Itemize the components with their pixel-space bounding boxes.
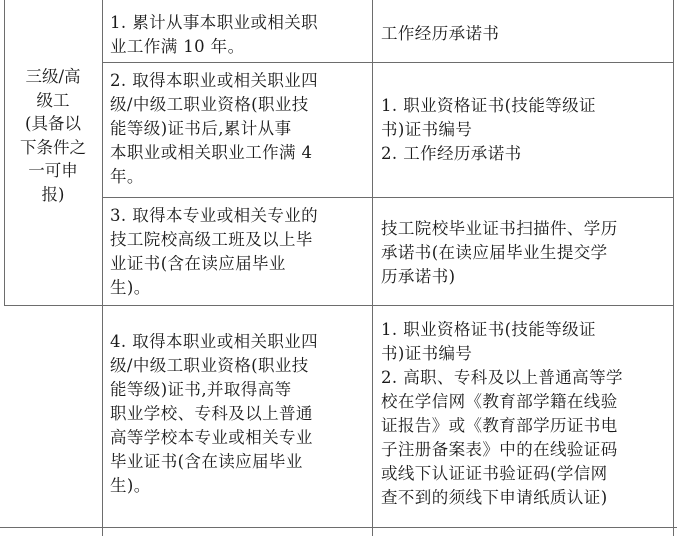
materials-cell: 技工院校毕业证书扫描件、学历 承诺书(在读应届毕业生提交学 历承诺书) [381, 219, 618, 286]
column-divider-category [102, 0, 103, 536]
condition-cell: 2. 取得本职业或相关职业四 级/中级工职业资格(职业技 能等级)证书后,累计从事 本职业或相关职业工作满 4 年。 [110, 71, 319, 186]
category-cell: 三级/高 级工 (具备以 下条件之 一可申 报) [20, 67, 86, 204]
condition-cell: 4. 取得本职业或相关职业四 级/中级工职业资格(职业技 能等级)证书,并取得高等 职业学校、专科及以上普通 高等学校本专业或相关专业 毕业证书(含在读应届毕业 生)。 [110, 332, 319, 495]
table-border-right [673, 0, 674, 536]
row-divider-2 [102, 197, 673, 198]
condition-cell: 1. 累计从事本职业或相关职 业工作满 10 年。 [110, 13, 319, 56]
row-divider-3 [4, 305, 673, 306]
materials-cell: 工作经历承诺书 [381, 24, 500, 43]
materials-cell: 1. 职业资格证书(技能等级证 书)证书编号 2. 工作经历承诺书 [381, 96, 596, 163]
row-divider-4 [0, 527, 677, 528]
row-divider-1 [102, 62, 673, 63]
condition-cell: 3. 取得本专业或相关专业的 技工院校高级工班及以上毕 业证书(含在读应届毕业 生)。 [110, 206, 319, 297]
materials-cell: 1. 职业资格证书(技能等级证 书)证书编号 2. 高职、专科及以上普通高等学 校在学信网《教育部学籍在线验 证报告》或《教育部学历证书电 子注册备案表》中的在线验证码 或线下认证证书验证码(学信网 查不到的须线下申请纸质认证) [381, 320, 623, 507]
column-divider-materials [372, 0, 373, 536]
